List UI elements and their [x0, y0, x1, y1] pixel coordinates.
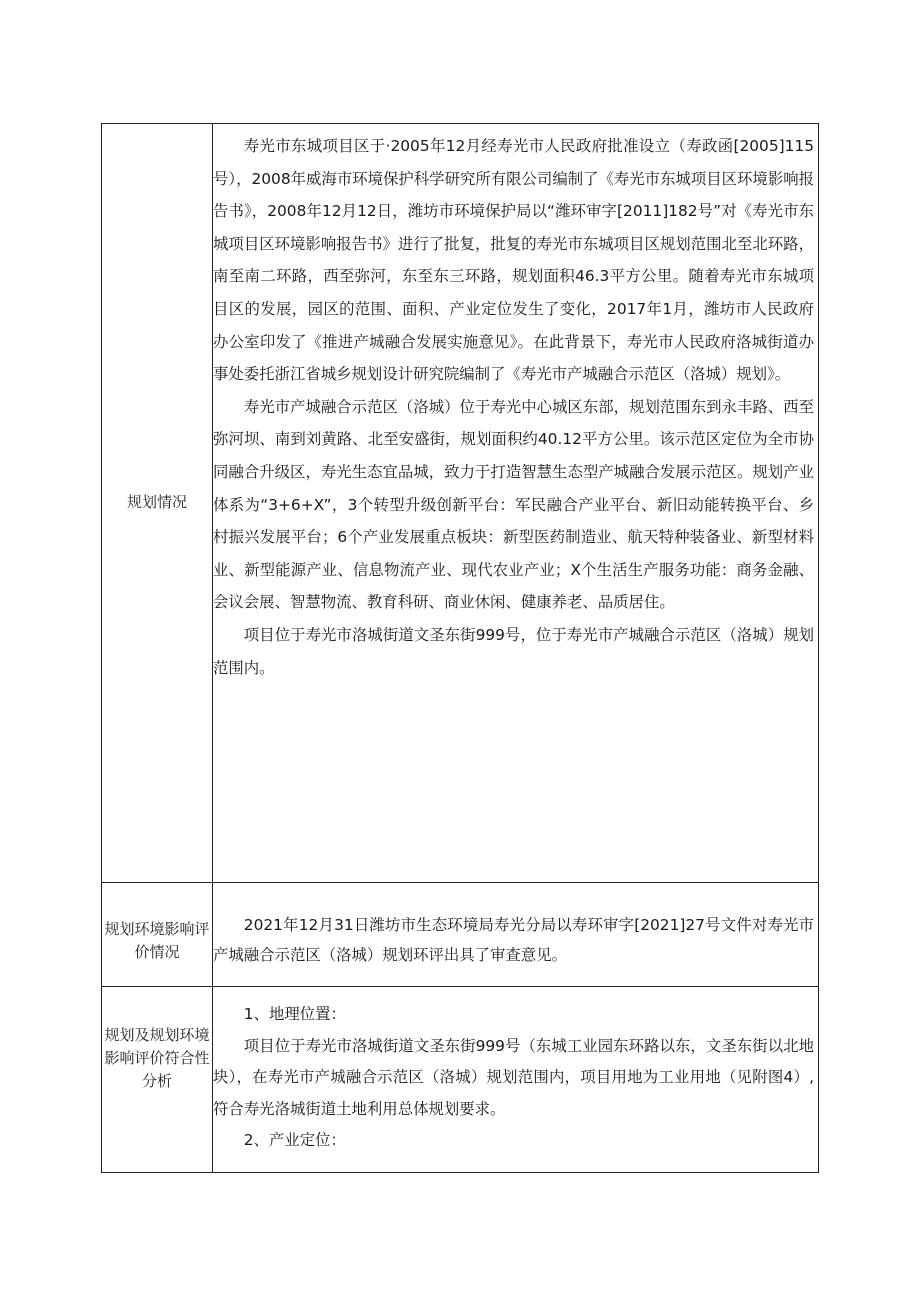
row-content-compliance — [213, 999, 814, 1157]
row-label-eia: 规划环境影响评价情况 — [104, 920, 210, 961]
paragraph: 寿光市东城项目区于·2005年12月经寿光市人民政府批准设立（寿政函[2005]115号），2008年威海市环境保护科学研究所有限公司编制了《寿光市东城项目区环境影响报告书》，2008年12月12日，潍坊市环境保护局以“潍环审字[2011]182号”对《寿光市东城项目区环境影响报告书》进行了批复，批复的寿光市东城项目区规划范围北至北环路，南至南二环路，西至弥河，东至东三环路，规划面积46.3平方公里。随着寿光市东城项目区的发展，园区的范围、面积、产业定位发生了变化，2017年1月，潍坊市人民政府办公室印发了《推进产城融合发展实施意见》。在此背景下，寿光市人民政府洛城街道办事处委托浙江省城乡规划设计研究院编制了《寿光市产城融合示范区（洛城）规划》。 — [213, 137, 814, 384]
planning-table — [101, 123, 819, 1173]
row-content-planning — [213, 130, 814, 684]
row-divider — [102, 986, 818, 987]
paragraph: 项目位于寿光市洛城街道文圣东街999号，位于寿光市产城融合示范区（洛城）规划范围内。 — [213, 625, 814, 677]
paragraph: 2021年12月31日潍坊市生态环境局寿光分局以寿环审字[2021]27号文件对寿光市产城融合示范区（洛城）规划环评出具了审查意见。 — [213, 916, 814, 964]
paragraph: 2、产业定位： — [243, 1131, 346, 1149]
paragraph: 寿光市产城融合示范区（洛城）位于寿光中心城区东部，规划范围东到永丰路、西至弥河坝、南到刘黄路、北至安盛街，规划面积约40.12平方公里。该示范区定位为全市协同融合升级区，寿光生态宜品城，致力于打造智慧生态型产城融合发展示范区。规划产业体系为“3+6+X”，3个转型升级创新平台：军民融合产业平台、新旧动能转换平台、乡村振兴发展平台；6个产业发展重点板块：新型医药制造业、航天特种装备业、新型材料业、新型能源产业、信息物流产业、现代农业产业；X个生活生产服务功能：商务金融、会议会展、智慧物流、教育科研、商业休闲、健康养老、品质居住。 — [213, 397, 814, 612]
row-content-eia — [213, 910, 814, 970]
row-label-planning: 规划情况 — [126, 493, 187, 511]
paragraph: 项目位于寿光市洛城街道文圣东街999号（东城工业园东环路以东，文圣东街以北地块），在寿光市产城融合示范区（洛城）规划范围内，项目用地为工业用地（见附图4）,符合寿光洛城街道土地利用总体规划要求。 — [213, 1036, 814, 1118]
paragraph: 1、地理位置： — [243, 1005, 346, 1023]
row-divider — [102, 882, 818, 883]
row-label-compliance: 规划及规划环境影响评价符合性分析 — [104, 1026, 210, 1090]
